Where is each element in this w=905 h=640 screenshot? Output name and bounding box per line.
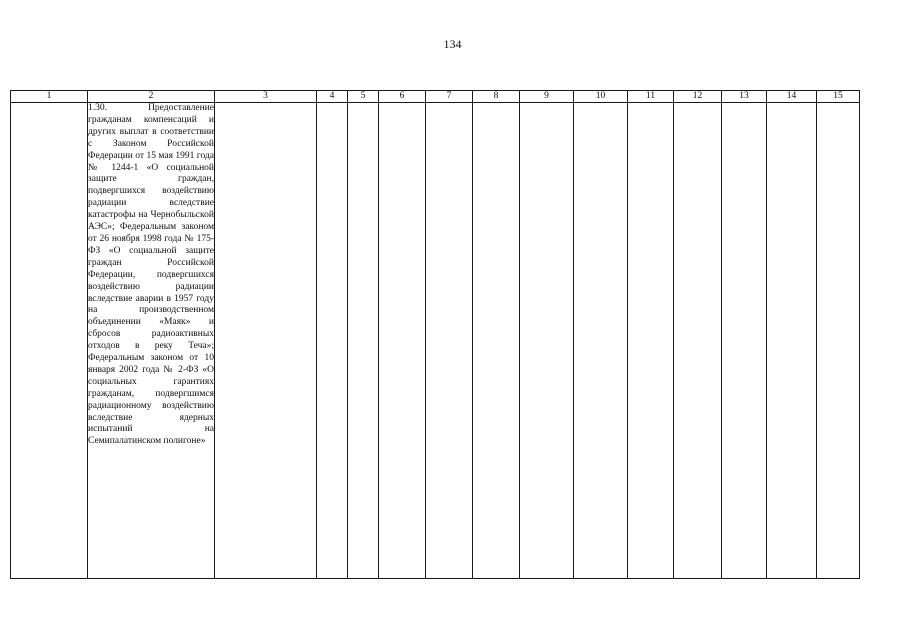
column-header-9: 9	[520, 91, 574, 103]
column-header-2: 2	[88, 91, 215, 103]
table-cell-col-13	[722, 103, 767, 579]
table-cell-col-11	[628, 103, 674, 579]
column-header-4: 4	[317, 91, 348, 103]
table-cell-col-15	[817, 103, 860, 579]
table-cell-col-7	[426, 103, 473, 579]
column-header-7: 7	[426, 91, 473, 103]
header-row	[11, 91, 860, 103]
column-header-5: 5	[348, 91, 379, 103]
table-cell-col-12	[674, 103, 722, 579]
table-cell-col-3	[215, 103, 317, 579]
column-header-13: 13	[722, 91, 767, 103]
column-header-6: 6	[379, 91, 426, 103]
table-cell-col-1	[11, 103, 88, 579]
column-header-12: 12	[674, 91, 722, 103]
column-header-15: 15	[817, 91, 860, 103]
column-header-11: 11	[628, 91, 674, 103]
column-header-1: 1	[11, 91, 88, 103]
column-header-8: 8	[473, 91, 520, 103]
table-cell-col-4	[317, 103, 348, 579]
table-cell-col-6	[379, 103, 426, 579]
table-cell-col-14	[767, 103, 817, 579]
table-row	[11, 103, 860, 579]
page-number: 134	[443, 37, 462, 51]
table-cell-col-10	[574, 103, 628, 579]
column-header-10: 10	[574, 91, 628, 103]
column-header-14: 14	[767, 91, 817, 103]
column-header-3: 3	[215, 91, 317, 103]
table-cell-col-8	[473, 103, 520, 579]
table-cell-col-2	[88, 103, 215, 579]
table-cell-col-9	[520, 103, 574, 579]
data-table	[10, 90, 860, 579]
table-cell-col-5	[348, 103, 379, 579]
item-description: 1.30. Предоставление гражданам компенсаций и других выплат в соответствии с Законом Российской Федерации от 15 мая 1991 года № 1244-1 «О социальной защите граждан, подвергшихся воздействию радиации вследствие катастрофы на Чернобыльской АЭС»; Федеральным законом от 26 ноября 1998 года № 175-ФЗ «О социальной защите граждан Российской Федерации, подвергшихся воздействию радиации вследствие аварии в 1957 году на производственном объединении «Маяк» и сбросов радиоактивных отходов в реку Теча»; Федеральным законом от 10 января 2002 года № 2-ФЗ «О социальных гарантиях гражданам, подвергшимся радиационному воздействию вследствие ядерных испытаний на Семипалатинском полигоне»	[88, 103, 214, 447]
